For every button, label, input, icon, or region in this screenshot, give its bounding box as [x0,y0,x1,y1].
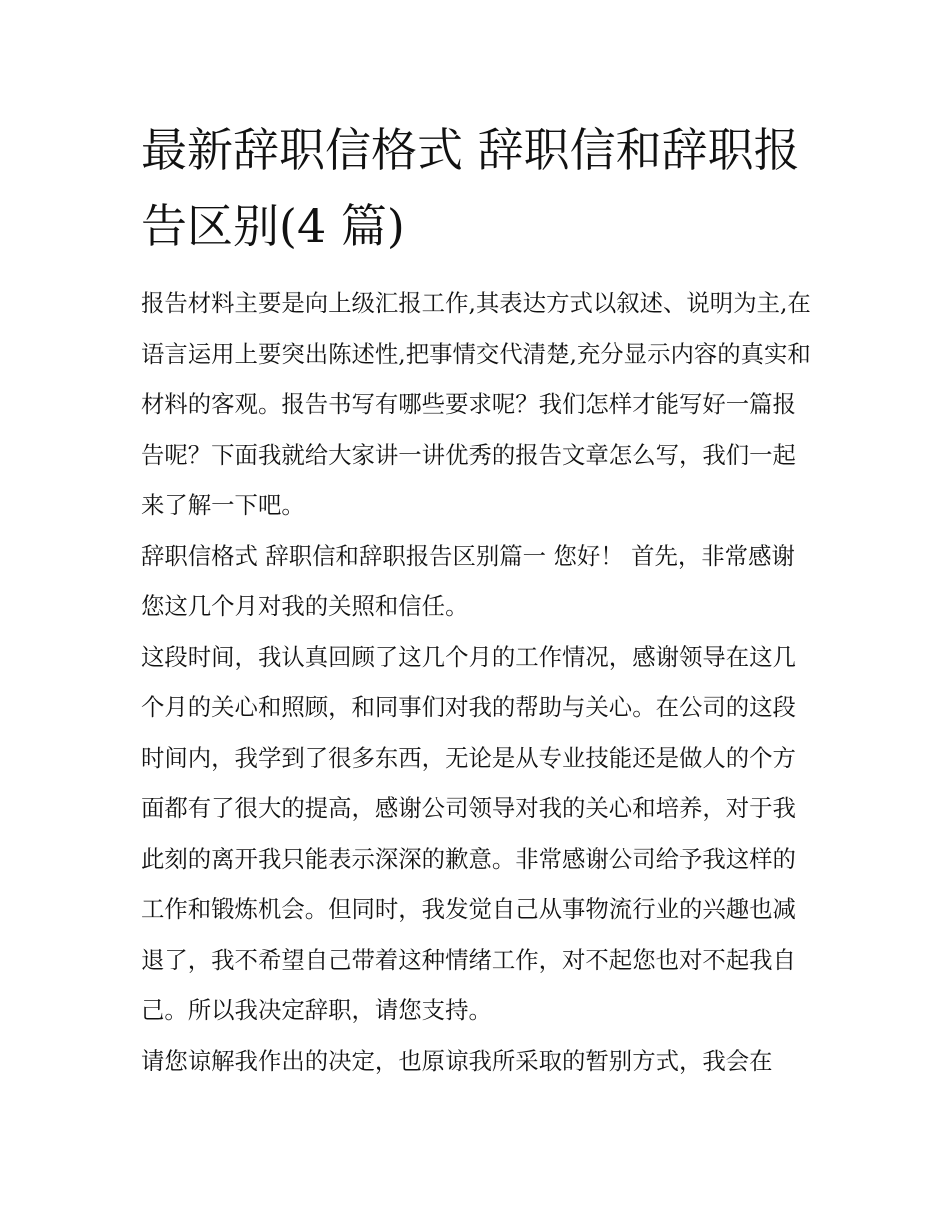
intro-paragraph: 报告材料主要是向上级汇报工作,其表达方式以叙述、说明为主,在语言运用上要突出陈述性,把事情交代清楚,充分显示内容的真实和材料的客观。报告书写有哪些要求呢？我们怎样才能写好一篇报告呢？下面我就给大家讲一讲优秀的报告文章怎么写，我们一起来了解一下吧。 [141,289,811,519]
document-title: 最新辞职信格式 辞职信和辞职报告区别(4 篇) [141,123,800,253]
letter-opening-paragraph: 辞职信格式 辞职信和辞职报告区别篇一 您好！ 首先，非常感谢您这几个月对我的关照和信任。 [141,541,795,620]
document-body [141,112,813,1086]
letter-closing-paragraph: 请您谅解我作出的决定，也原谅我所采取的暂别方式，我会在 [141,1046,773,1075]
letter-body-paragraph: 这段时间，我认真回顾了这几个月的工作情况，感谢领导在这几个月的关心和照顾，和同事们对我的帮助与关心。在公司的这段时间内，我学到了很多东西，无论是从专业技能还是做人的个方面都有了很大的提高，感谢公司领导对我的关心和培养，对于我此刻的离开我只能表示深深的歉意。非常感谢公司给予我这样的工作和锻炼机会。但同时，我发觉自己从事物流行业的兴趣也减退了，我不希望自己带着这种情绪工作，对不起您也对不起我自己。所以我决定辞职，请您支持。 [141,642,796,1024]
